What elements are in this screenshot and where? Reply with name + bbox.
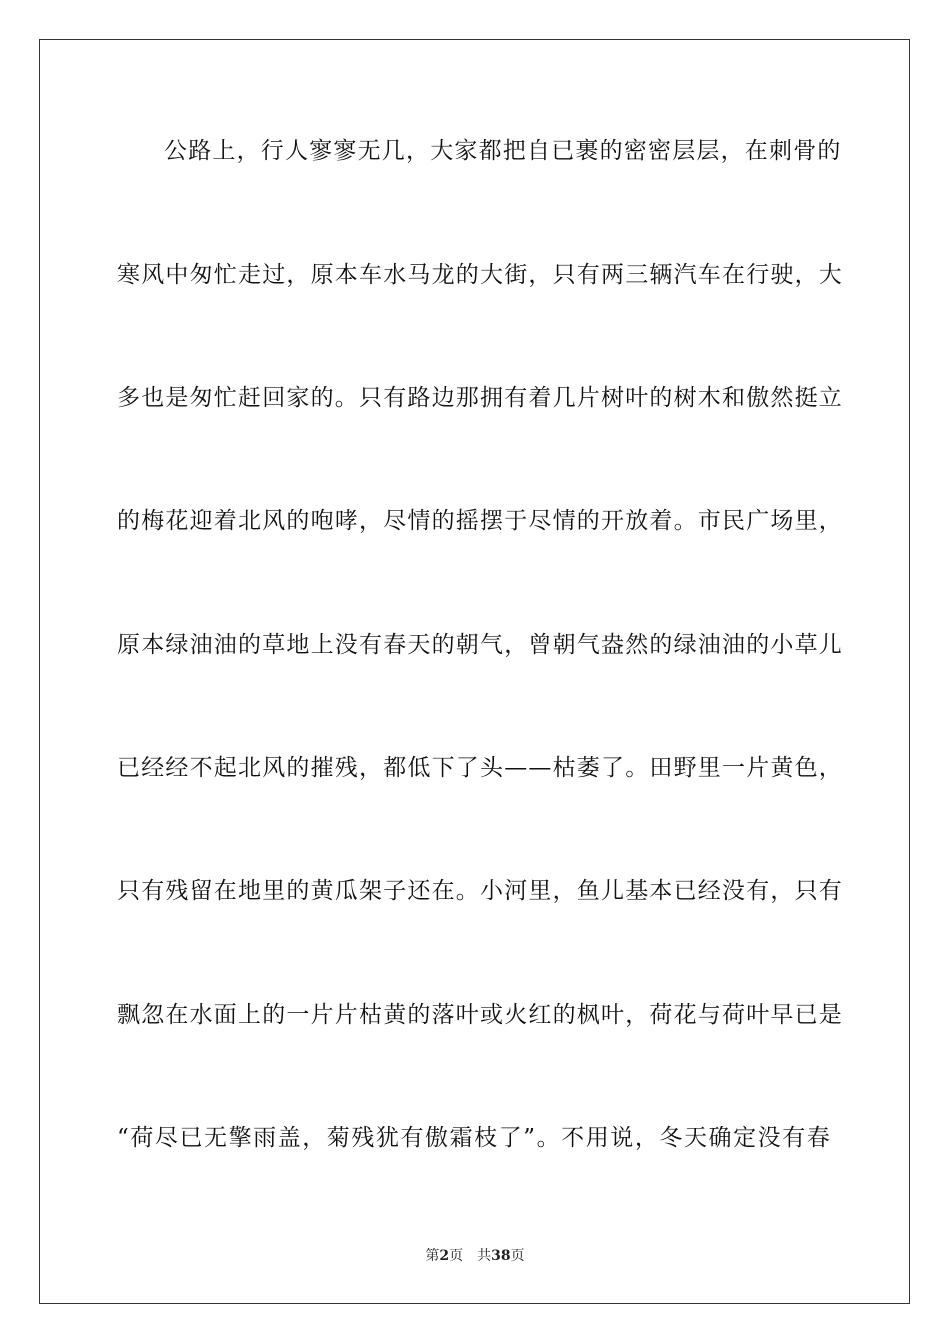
text-line-4: 的梅花迎着北风的咆哮，尽情的摇摆于尽情的开放着。市民广场里， bbox=[117, 508, 843, 534]
page-number: 2 bbox=[439, 1248, 450, 1264]
text-line-7: 只有残留在地里的黄瓜架子还在。小河里，鱼儿基本已经没有，只有 bbox=[117, 878, 843, 904]
total-unit: 页 bbox=[510, 1248, 525, 1264]
page-unit: 页 bbox=[449, 1248, 464, 1264]
page-footer bbox=[0, 1246, 950, 1266]
page-prefix: 第 bbox=[425, 1248, 440, 1264]
text-line-5: 原本绿油油的草地上没有春天的朝气，曾朝气盎然的绿油油的小草儿 bbox=[117, 632, 843, 658]
text-line-3: 多也是匆忙赶回家的。只有路边那拥有着几片树叶的树木和傲然挺立 bbox=[117, 385, 843, 411]
total-prefix: 共 bbox=[477, 1248, 492, 1264]
text-line-1: 公路上，行人寥寥无几，大家都把自已裹的密密层层，在刺骨的 bbox=[164, 138, 842, 164]
total-pages: 38 bbox=[491, 1248, 511, 1264]
text-line-8: 飘忽在水面上的一片片枯黄的落叶或火红的枫叶，荷花与荷叶早已是 bbox=[117, 1002, 843, 1028]
text-line-9: “荷尽已无擎雨盖，菊残犹有傲霜枝了”。不用说，冬天确定没有春 bbox=[117, 1125, 831, 1151]
text-line-6: 已经经不起北风的摧残，都低下了头——枯萎了。田野里一片黄色， bbox=[117, 755, 843, 781]
page-border bbox=[39, 39, 910, 1304]
text-line-2: 寒风中匆忙走过，原本车水马龙的大街，只有两三辆汽车在行驶，大 bbox=[117, 262, 843, 288]
